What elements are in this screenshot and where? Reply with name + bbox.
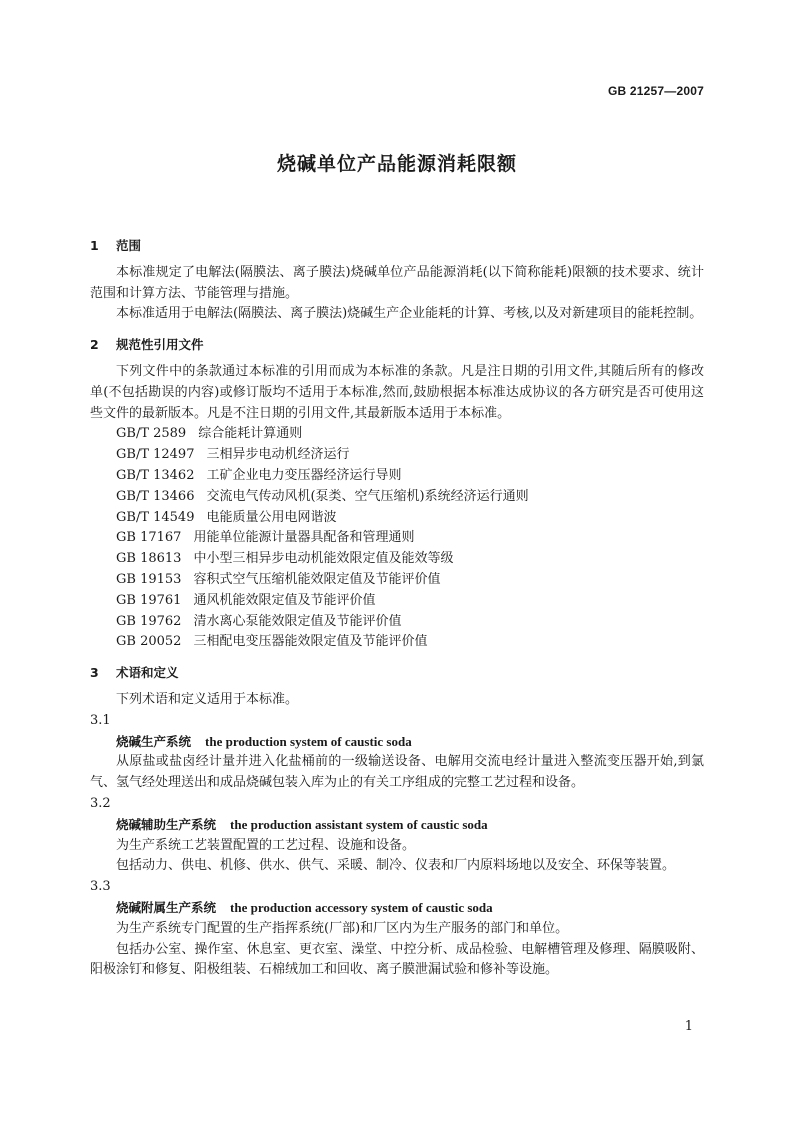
reference-code: GB 19761 — [116, 592, 182, 608]
definition: 包括动力、供电、机修、供水、供气、采暖、制冷、仪表和厂内原料场地以及安全、环保等装置。 — [116, 858, 676, 874]
clause-number: 3.2 — [90, 795, 111, 811]
reference-code: GB/T 13462 — [116, 467, 195, 483]
term-zh: 烧碱辅助生产系统 — [116, 816, 217, 832]
paragraph: 本标准适用于电解法(隔膜法、离子膜法)烧碱生产企业能耗的计算、考核,以及对新建项目的能耗控制。 — [116, 306, 703, 322]
reference-item — [90, 632, 704, 653]
reference-code: GB 19153 — [116, 571, 182, 587]
term-heading — [90, 732, 704, 753]
reference-title: 通风机能效限定值及节能评价值 — [193, 592, 376, 608]
reference-title: 中小型三相异步电动机能效限定值及能效等级 — [193, 551, 454, 567]
reference-code: GB/T 2589 — [116, 426, 187, 442]
reference-code: GB 20052 — [116, 634, 182, 650]
definition: 从原盐或盐卤经计量并进入化盐桶前的一级输送设备、电解用交流电经计量进入整流变压器开始,到氯气、氢气经处理送出和成品烧碱包装入库为止的有关工序组成的完整工艺过程和设备。 — [90, 754, 704, 791]
reference-code: GB/T 13466 — [116, 488, 195, 504]
term-en: the production assistant system of caustic soda — [230, 816, 488, 832]
document-body — [90, 236, 704, 981]
clause-number: 3.3 — [90, 879, 111, 895]
term-zh: 烧碱生产系统 — [116, 733, 192, 749]
term-heading — [90, 815, 704, 836]
reference-item — [90, 487, 704, 508]
clause-number: 3.1 — [90, 712, 111, 728]
reference-title: 三相异步电动机经济运行 — [206, 447, 350, 463]
definition: 包括办公室、操作室、休息室、更衣室、澡堂、中控分析、成品检验、电解槽管理及修理、隔膜吸附、阳极涂钉和修复、阳极组装、石棉绒加工和回收、离子膜泄漏试验和修补等设施。 — [90, 941, 704, 978]
section-number: 2 — [90, 337, 99, 353]
section-number: 1 — [90, 238, 99, 253]
reference-item — [90, 549, 704, 570]
reference-code: GB/T 14549 — [116, 509, 195, 525]
section-title: 术语和定义 — [116, 665, 179, 681]
section-title: 范围 — [116, 238, 142, 253]
reference-item — [90, 528, 704, 549]
reference-title: 三相配电变压器能效限定值及节能评价值 — [193, 634, 428, 650]
section-heading-scope — [90, 236, 704, 257]
reference-title: 工矿企业电力变压器经济运行导则 — [206, 467, 402, 483]
paragraph: 下列文件中的条款通过本标准的引用而成为本标准的条款。凡是注日期的引用文件,其随后所有的修改单(不包括勘误的内容)或修订版均不适用于本标准,然而,鼓励根据本标准达成协议的各方研究是否可使用这些文件的最新版本。凡是不注日期的引用文件,其最新版本适用于本标准。 — [90, 363, 704, 421]
definition: 为生产系统专门配置的生产指挥系统(厂部)和厂区内为生产服务的部门和单位。 — [116, 920, 569, 936]
section-heading-references — [90, 335, 704, 356]
term-en: the production system of caustic soda — [205, 733, 412, 749]
reference-item — [90, 612, 704, 633]
page-number: 1 — [684, 1019, 693, 1034]
paragraph: 下列术语和定义适用于本标准。 — [116, 691, 299, 707]
reference-item — [90, 445, 704, 466]
section-title: 规范性引用文件 — [116, 337, 204, 353]
reference-item — [90, 591, 704, 612]
reference-code: GB 18613 — [116, 551, 182, 567]
section-heading-terms — [90, 663, 704, 684]
reference-item — [90, 466, 704, 487]
reference-item — [90, 570, 704, 591]
reference-item — [90, 424, 704, 445]
reference-code: GB/T 12497 — [116, 447, 195, 463]
reference-title: 用能单位能源计量器具配备和管理通则 — [193, 530, 415, 546]
term-heading — [90, 898, 704, 919]
document-title: 烧碱单位产品能源消耗限额 — [276, 153, 517, 175]
reference-item — [90, 508, 704, 529]
standard-number: GB 21257—2007 — [608, 84, 704, 98]
term-zh: 烧碱附属生产系统 — [116, 899, 217, 915]
reference-title: 容积式空气压缩机能效限定值及节能评价值 — [193, 571, 441, 587]
reference-title: 电能质量公用电网谐波 — [206, 509, 337, 525]
reference-title: 综合能耗计算通则 — [198, 426, 303, 442]
section-number: 3 — [90, 665, 99, 681]
paragraph: 本标准规定了电解法(隔膜法、离子膜法)烧碱单位产品能源消耗(以下简称能耗)限额的技术要求、统计范围和计算方法、节能管理与措施。 — [90, 264, 704, 301]
term-en: the production accessory system of caustic soda — [230, 899, 493, 915]
reference-title: 交流电气传动风机(泵类、空气压缩机)系统经济运行通则 — [206, 488, 529, 504]
reference-code: GB 17167 — [116, 530, 182, 546]
reference-code: GB 19762 — [116, 613, 182, 629]
reference-title: 清水离心泵能效限定值及节能评价值 — [193, 613, 402, 629]
definition: 为生产系统工艺装置配置的工艺过程、设施和设备。 — [116, 837, 416, 853]
